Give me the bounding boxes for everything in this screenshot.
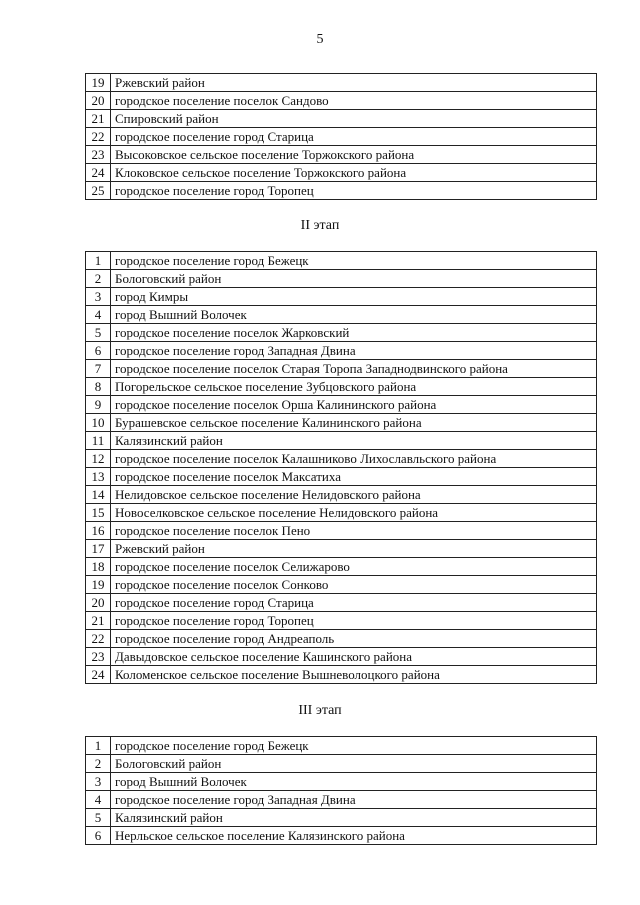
municipality-name: городское поселение поселок Селижарово	[111, 558, 597, 576]
table-row	[86, 666, 597, 684]
row-number: 18	[86, 558, 111, 576]
table-row	[86, 773, 597, 791]
row-number: 19	[86, 576, 111, 594]
row-number: 24	[86, 164, 111, 182]
row-number: 17	[86, 540, 111, 558]
row-number: 1	[86, 252, 111, 270]
table-row	[86, 182, 597, 200]
row-number: 24	[86, 666, 111, 684]
municipality-name: Спировский район	[111, 110, 597, 128]
municipality-name: Бологовский район	[111, 755, 597, 773]
table-row	[86, 827, 597, 845]
municipality-name: Давыдовское сельское поселение Кашинского района	[111, 648, 597, 666]
table-row	[86, 360, 597, 378]
municipality-name: город Кимры	[111, 288, 597, 306]
table-row	[86, 504, 597, 522]
stage-3-title: III этап	[298, 703, 342, 718]
row-number: 4	[86, 791, 111, 809]
row-number: 1	[86, 737, 111, 755]
municipality-name: городское поселение город Торопец	[111, 182, 597, 200]
row-number: 12	[86, 450, 111, 468]
table-row	[86, 164, 597, 182]
row-number: 2	[86, 270, 111, 288]
table-row	[86, 324, 597, 342]
table-row	[86, 306, 597, 324]
municipality-name: городское поселение город Бежецк	[111, 737, 597, 755]
row-number: 3	[86, 288, 111, 306]
municipality-name: городское поселение город Торопец	[111, 612, 597, 630]
row-number: 8	[86, 378, 111, 396]
table-row	[86, 92, 597, 110]
row-number: 23	[86, 648, 111, 666]
table-row	[86, 342, 597, 360]
municipality-name: городское поселение поселок Сандово	[111, 92, 597, 110]
municipality-name: Ржевский район	[111, 74, 597, 92]
municipality-name: городское поселение поселок Пено	[111, 522, 597, 540]
row-number: 10	[86, 414, 111, 432]
stage-2-title: II этап	[300, 218, 340, 233]
row-number: 23	[86, 146, 111, 164]
municipality-name: городское поселение город Старица	[111, 594, 597, 612]
row-number: 21	[86, 110, 111, 128]
municipality-name: городское поселение город Бежецк	[111, 252, 597, 270]
page-number: 5	[316, 32, 324, 47]
table-row	[86, 270, 597, 288]
table-row	[86, 791, 597, 809]
row-number: 16	[86, 522, 111, 540]
table-row	[86, 414, 597, 432]
table-row	[86, 558, 597, 576]
row-number: 22	[86, 128, 111, 146]
table-row	[86, 809, 597, 827]
row-number: 4	[86, 306, 111, 324]
table-row	[86, 737, 597, 755]
row-number: 9	[86, 396, 111, 414]
municipality-name: город Вышний Волочек	[111, 773, 597, 791]
municipality-name: Ржевский район	[111, 540, 597, 558]
table-row	[86, 648, 597, 666]
table-row	[86, 288, 597, 306]
table-row	[86, 128, 597, 146]
table-row	[86, 630, 597, 648]
municipality-name: городское поселение город Андреаполь	[111, 630, 597, 648]
table-row	[86, 755, 597, 773]
row-number: 7	[86, 360, 111, 378]
municipality-name: Бологовский район	[111, 270, 597, 288]
municipality-name: Новоселковское сельское поселение Нелидовского района	[111, 504, 597, 522]
municipality-name: Бурашевское сельское поселение Калининского района	[111, 414, 597, 432]
municipality-name: Нерльское сельское поселение Калязинского района	[111, 827, 597, 845]
municipality-name: городское поселение поселок Сонково	[111, 576, 597, 594]
row-number: 5	[86, 324, 111, 342]
row-number: 19	[86, 74, 111, 92]
table-row	[86, 432, 597, 450]
municipality-name: городское поселение поселок Старая Торопа Западнодвинского района	[111, 360, 597, 378]
table-row	[86, 540, 597, 558]
municipality-name: городское поселение город Западная Двина	[111, 791, 597, 809]
row-number: 6	[86, 342, 111, 360]
municipality-table-stage1-continued	[85, 73, 597, 200]
row-number: 22	[86, 630, 111, 648]
municipality-table-stage3	[85, 736, 597, 845]
table-row	[86, 146, 597, 164]
row-number: 6	[86, 827, 111, 845]
table-row	[86, 110, 597, 128]
row-number: 13	[86, 468, 111, 486]
table-row	[86, 74, 597, 92]
municipality-name: город Вышний Волочек	[111, 306, 597, 324]
municipality-name: Калязинский район	[111, 432, 597, 450]
row-number: 15	[86, 504, 111, 522]
municipality-name: городское поселение поселок Калашниково Лихославльского района	[111, 450, 597, 468]
municipality-name: Коломенское сельское поселение Вышневолоцкого района	[111, 666, 597, 684]
municipality-name: Калязинский район	[111, 809, 597, 827]
row-number: 20	[86, 92, 111, 110]
table-row	[86, 522, 597, 540]
municipality-table-stage2	[85, 251, 597, 684]
row-number: 25	[86, 182, 111, 200]
row-number: 3	[86, 773, 111, 791]
municipality-name: городское поселение город Западная Двина	[111, 342, 597, 360]
row-number: 20	[86, 594, 111, 612]
row-number: 2	[86, 755, 111, 773]
table-row	[86, 396, 597, 414]
row-number: 21	[86, 612, 111, 630]
municipality-name: городское поселение поселок Максатиха	[111, 468, 597, 486]
municipality-name: городское поселение город Старица	[111, 128, 597, 146]
table-row	[86, 450, 597, 468]
municipality-name: Клоковское сельское поселение Торжокского района	[111, 164, 597, 182]
municipality-name: Погорельское сельское поселение Зубцовского района	[111, 378, 597, 396]
row-number: 11	[86, 432, 111, 450]
table-row	[86, 576, 597, 594]
table-row	[86, 378, 597, 396]
table-row	[86, 594, 597, 612]
municipality-name: Высоковское сельское поселение Торжокского района	[111, 146, 597, 164]
row-number: 14	[86, 486, 111, 504]
table-row	[86, 486, 597, 504]
table-row	[86, 468, 597, 486]
table-row	[86, 252, 597, 270]
table-row	[86, 612, 597, 630]
municipality-name: Нелидовское сельское поселение Нелидовского района	[111, 486, 597, 504]
municipality-name: городское поселение поселок Жарковский	[111, 324, 597, 342]
municipality-name: городское поселение поселок Орша Калининского района	[111, 396, 597, 414]
row-number: 5	[86, 809, 111, 827]
